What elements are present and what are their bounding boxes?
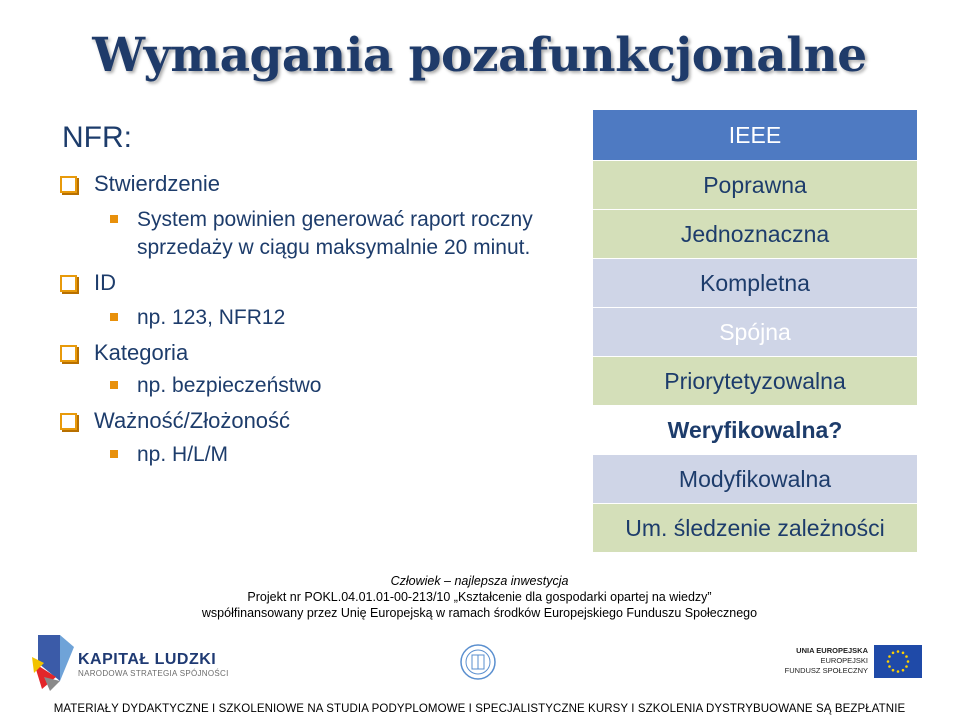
eu-logo-text — [760, 646, 868, 676]
footer-bottom-line: MATERIAŁY DYDAKTYCZNE I SZKOLENIOWE NA STUDIA PODYPLOMOWE I SPECJALISTYCZNE KURSY I SZKOLENIA DYSTRYBUOWANE SĄ BEZPŁATNIE — [53, 703, 906, 715]
square-bullet-icon — [110, 215, 118, 223]
square-bullet-icon — [110, 381, 118, 389]
sub-bullet-waznosc — [110, 441, 228, 469]
bullet-label: ID — [94, 270, 116, 295]
sub-bullet-line: np. bezpieczeństwo — [137, 374, 322, 397]
sub-bullet-kategoria — [110, 372, 321, 400]
bullet-stwierdzenie — [60, 171, 220, 197]
sub-bullet-statement — [110, 206, 533, 262]
checkbox-bullet-icon — [60, 275, 77, 292]
footer-cofinanced: współfinansowany przez Unię Europejską w ramach środków Europejskiego Funduszu Społecznego — [201, 606, 758, 620]
kl-logo-subtext: NARODOWA STRATEGIA SPÓJNOŚCI — [78, 669, 229, 678]
ieee-table — [593, 110, 917, 553]
sub-bullet-line: System powinien generować raport roczny — [137, 208, 533, 231]
bullet-label: Kategoria — [94, 340, 189, 365]
bullet-id — [60, 270, 116, 296]
ieee-row: Weryfikowalna? — [593, 406, 917, 454]
checkbox-bullet-icon — [60, 413, 77, 430]
sub-bullet-line: np. 123, NFR12 — [137, 306, 286, 329]
eu-line: EUROPEJSKI — [820, 656, 868, 665]
ieee-row: Poprawna — [593, 161, 917, 209]
bullet-waznosc — [60, 408, 290, 434]
kl-logo-text: KAPITAŁ LUDZKI — [78, 651, 217, 668]
bullet-label: Ważność/Złożoność — [94, 408, 291, 433]
ieee-header: IEEE — [593, 110, 917, 160]
checkbox-bullet-icon — [60, 345, 77, 362]
sub-bullet-line: np. H/L/M — [137, 443, 229, 466]
ieee-row: Modyfikowalna — [593, 455, 917, 503]
bullet-label: Stwierdzenie — [94, 171, 220, 196]
footer-project: Projekt nr POKL.04.01.01-00-213/10 „Kształcenie dla gospodarki opartej na wiedzy” — [247, 590, 712, 604]
ieee-row: Spójna — [593, 308, 917, 356]
ieee-row: Jednoznaczna — [593, 210, 917, 258]
eu-line: UNIA EUROPEJSKA — [796, 646, 868, 655]
footer-motto: Człowiek – najlepsza inwestycja — [390, 574, 569, 588]
bullet-kategoria — [60, 340, 188, 366]
slide-title: Wymagania pozafunkcjonalne — [92, 28, 867, 83]
ieee-row: Um. śledzenie zależności — [593, 504, 917, 552]
checkbox-bullet-icon — [60, 176, 77, 193]
square-bullet-icon — [110, 450, 118, 458]
eu-line: FUNDUSZ SPOŁECZNY — [784, 666, 868, 675]
eu-flag-icon — [874, 645, 922, 678]
university-seal-icon — [459, 643, 497, 681]
sub-bullet-line: sprzedaży w ciągu maksymalnie 20 minut. — [137, 236, 531, 259]
sub-bullet-id — [110, 304, 285, 332]
nfr-label: NFR: — [62, 121, 132, 154]
ieee-row: Priorytetyzowalna — [593, 357, 917, 405]
square-bullet-icon — [110, 313, 118, 321]
ieee-row: Kompletna — [593, 259, 917, 307]
